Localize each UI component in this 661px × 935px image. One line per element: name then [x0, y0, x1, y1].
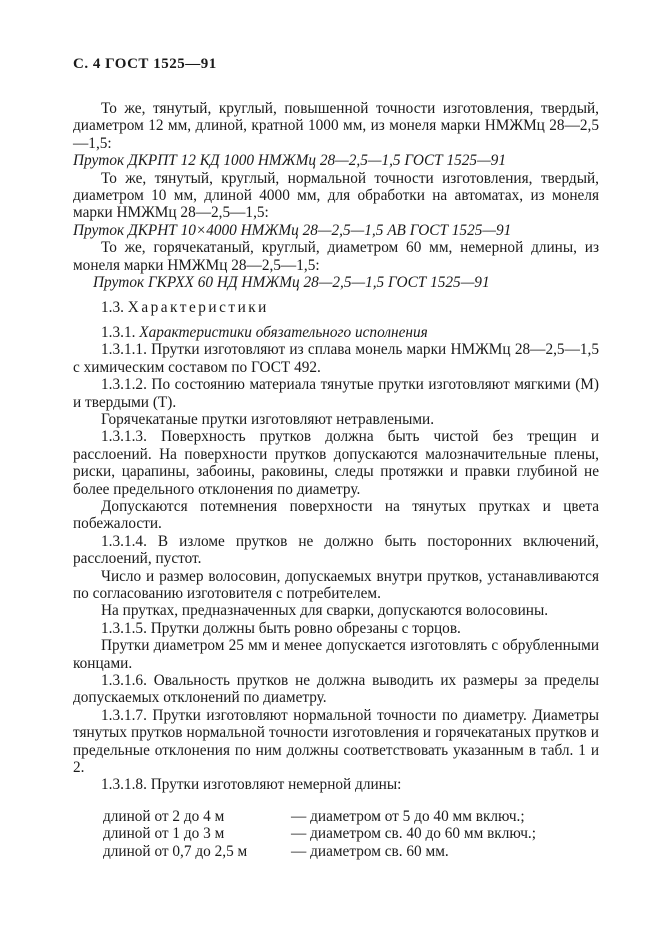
subsection-title: Характеристики обязательного исполнения — [139, 323, 428, 341]
section-title: Характеристики — [127, 299, 269, 317]
length-cell: длиной от 2 до 4 м — [103, 807, 225, 825]
clause: 1.3.1.3. Поверхность прутков должна быть чистой без трещин и расслоений. На поверхности прутков допускаются малозначительные плены, риски, царапины, забоины, раковины, следы протяжки и правки глубиной не более предельного отклонения по диаметру. — [73, 428, 599, 498]
clause: На прутках, предназначенных для сварки, допускаются волосовины. — [101, 602, 549, 620]
clause: 1.3.1.8. Прутки изготовляют немерной длины: — [101, 776, 402, 794]
document-body — [73, 100, 599, 860]
clause: 1.3.1.1. Прутки изготовляют из сплава монель марки НМЖМц 28—2,5—1,5 с химическим составом по ГОСТ 492. — [73, 341, 599, 376]
length-row — [103, 808, 599, 825]
diameter-cell: — диаметром св. 60 мм. — [291, 842, 449, 860]
clause: Допускаются потемнения поверхности на тянутых прутках и цвета побежалости. — [73, 497, 599, 533]
designation-example: Пруток ГКРХХ 60 НД НМЖМц 28—2,5—1,5 ГОСТ 1525—91 — [93, 274, 490, 292]
clause: 1.3.1.4. В изломе прутков не должно быть посторонних включений, расслоений, пустот. — [73, 532, 599, 568]
length-row — [103, 843, 599, 860]
subsection-heading — [73, 324, 599, 341]
clause: 1.3.1.6. Овальность прутков не должна выводить их размеры за пределы допускаемых отклонений по диаметру. — [73, 672, 599, 707]
clause: Прутки диаметром 25 мм и менее допускается изготовлять с обрубленными концами. — [73, 637, 599, 672]
designation-example: Пруток ДКРНТ 10×4000 НМЖМц 28—2,5—1,5 АВ ГОСТ 1525—91 — [73, 221, 512, 239]
diameter-cell: — диаметром от 5 до 40 мм включ.; — [291, 807, 525, 825]
paragraph: То же, горячекатаный, круглый, диаметром 60 мм, немерной длины, из монеля марки НМЖМц 28—2,5—1,5: — [73, 239, 599, 274]
designation-example: Пруток ДКРПТ 12 КД 1000 НМЖМц 28—2,5—1,5 ГОСТ 1525—91 — [73, 152, 506, 170]
section-number: 1.3. — [101, 299, 124, 317]
length-row — [103, 825, 599, 842]
length-cell: длиной от 1 до 3 м — [103, 825, 225, 843]
section-heading — [73, 299, 599, 316]
length-cell: длиной от 0,7 до 2,5 м — [103, 842, 248, 860]
paragraph: То же, тянутый, круглый, повышенной точности изготовления, твердый, диаметром 12 мм, длиной, кратной 1000 мм, из монеля марки НМЖМц 28—2,5—1,5: — [73, 100, 599, 152]
diameter-cell: — диаметром св. 40 до 60 мм включ.; — [291, 825, 536, 843]
clause: Число и размер волосовин, допускаемых внутри прутков, устанавливаются по согласованию изготовителя с потребителем. — [73, 567, 599, 602]
paragraph: То же, тянутый, круглый, нормальной точности изготовления, твердый, диаметром 10 мм, длиной 4000 мм, для обработки на автоматах, из монеля марки НМЖМц 28—2,5—1,5: — [73, 169, 599, 222]
length-table — [103, 808, 599, 860]
page-header: С. 4 ГОСТ 1525—91 — [73, 56, 217, 72]
clause: 1.3.1.5. Прутки должны быть ровно обрезаны с торцов. — [101, 619, 461, 637]
clause: 1.3.1.7. Прутки изготовляют нормальной точности по диаметру. Диаметры тянутых прутков нормальной точности изготовления и горячекатаных прутков и предельные отклонения по ним должны соответствовать указанным в табл. 1 и 2. — [73, 706, 599, 777]
clause: Горячекатаные прутки изготовляют нетравлеными. — [101, 410, 435, 428]
clause: 1.3.1.2. По состоянию материала тянутые прутки изготовляют мягкими (М) и твердыми (Т). — [73, 376, 599, 411]
subsection-number: 1.3.1. — [101, 323, 136, 341]
